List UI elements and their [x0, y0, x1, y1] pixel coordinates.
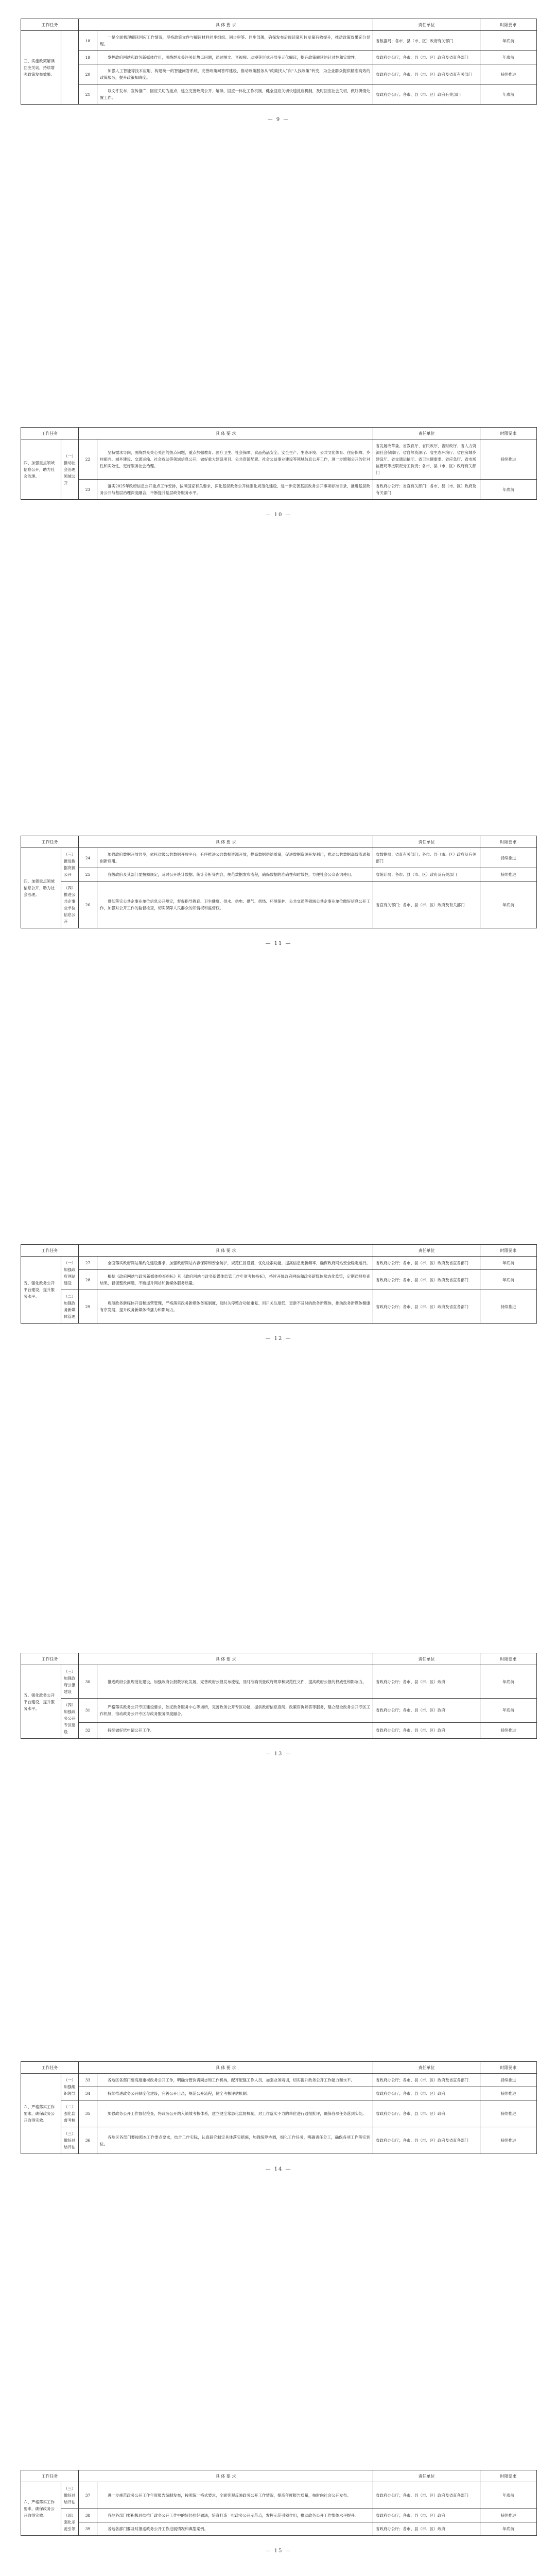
- task-requirement: 一是全面梳理解读回应工作情况，坚持政策文件与解读材料同步组织、同步审签、同步部署，确保发布后阅读量和转发量有效提升，推动政策效果充分显现。: [97, 31, 373, 51]
- task-requirement: 坚持需求导向，围绕群众关心关注的热点问题，重点加强教育、医疗卫生、社会保障、食品药品安全、安全生产、生态环境、公共文化体育、住房保障、乡村振兴、城乡建设、交通运输、社会救助等领域信息公开，做好重大建设项目、公共资源配置、社会公益事业建设等领域信息公开工作，进一步增强公开的针对性和实效性，更好服务社会治理。: [97, 439, 373, 480]
- header-requirement: 具 体 要 求: [79, 2470, 373, 2482]
- responsible-unit: 省政府办公厅；各市、县（市、区）政府: [373, 2087, 480, 2100]
- time-limit: 年底前: [480, 2522, 537, 2536]
- task-number: 36: [79, 2127, 97, 2154]
- header-category: 工作任务: [21, 428, 79, 439]
- header-requirement: 具 体 要 求: [79, 836, 373, 848]
- task-number: 22: [79, 439, 97, 480]
- responsible-unit: 省政府办公厅；各市、县（市、区）政府及省直各部门: [373, 2074, 480, 2087]
- table-row: [21, 480, 537, 500]
- task-subcategory: （一）加强组织领导: [61, 2074, 79, 2100]
- table-row: [21, 848, 537, 868]
- table-row: [21, 1665, 537, 1699]
- header-time: 时限要求: [480, 1653, 537, 1665]
- task-table: [21, 1653, 537, 1739]
- header-category: 工作任务: [21, 2470, 79, 2482]
- time-limit: 年底前: [480, 1270, 537, 1290]
- table-row: [21, 2074, 537, 2087]
- document-page: [0, 0, 557, 409]
- time-limit: 年底前: [480, 882, 537, 928]
- task-number: 30: [79, 1665, 97, 1699]
- page-number: — 10 —: [265, 512, 292, 518]
- task-number: 21: [79, 84, 97, 105]
- task-number: 20: [79, 64, 97, 84]
- responsible-unit: 省政府办公厅；各市、县（市、区）政府及省直有关部门: [373, 64, 480, 84]
- task-requirement: 持续做好依申请公开工作。: [97, 1722, 373, 1738]
- header-time: 时限要求: [480, 836, 537, 848]
- task-requirement: 各地各部门要积极总结推广政务公开工作中的好经验好做法，培育打造一批政务公开示范点，发挥示范引领作用，推动政务公开工作整体水平提升。: [97, 2509, 373, 2522]
- header-category: 工作任务: [21, 836, 79, 848]
- time-limit: 持续推进: [480, 2074, 537, 2087]
- header-requirement: 具 体 要 求: [79, 19, 373, 31]
- task-subcategory: （三）加强政府公报建设: [61, 1665, 79, 1699]
- table-row: [21, 51, 537, 64]
- time-limit: 年底前: [480, 480, 537, 500]
- task-subcategory: （三）做好总结评估: [61, 2482, 79, 2509]
- header-unit: 责任单位: [373, 836, 480, 848]
- responsible-unit: 省直有关部门；各市、县（市、区）政府及有关部门: [373, 882, 480, 928]
- task-table: [21, 427, 537, 500]
- task-requirement: 加强人工智能等技术应用，构建统一的智能问答系统，完善政策问答库建设，推动政策服务从“政策找人”向“人找政策”转变，为企业群众提供精准高效的政策服务，提升政策知晓度。: [97, 64, 373, 84]
- responsible-unit: 省政府办公厅；各市、县（市、区）政府: [373, 2100, 480, 2127]
- time-limit: 持续推进: [480, 1722, 537, 1738]
- header-row: [21, 1245, 537, 1257]
- time-limit: 年底前: [480, 51, 537, 64]
- time-limit: 持续推进: [480, 868, 537, 882]
- task-subcategory: （一）加强政府网站建设: [61, 1257, 79, 1290]
- time-limit: 持续推进: [480, 848, 537, 868]
- header-time: 时限要求: [480, 2062, 537, 2074]
- responsible-unit: 省政府办公厅；各市、县（市、区）政府: [373, 1722, 480, 1738]
- task-number: 27: [79, 1257, 97, 1270]
- task-number: 37: [79, 2482, 97, 2509]
- responsible-unit: 省政府办公厅；各市、县（市、区）政府: [373, 1665, 480, 1699]
- task-requirement: 各地区各部门要高度重视政务公开工作，明确分管负责同志和工作机构，配齐配强工作人员，加强业务培训，切实提升政务公开工作能力和水平。: [97, 2074, 373, 2087]
- header-category: 工作任务: [21, 19, 79, 31]
- task-number: 38: [79, 2509, 97, 2522]
- table-row: [21, 2127, 537, 2154]
- task-number: 25: [79, 868, 97, 882]
- task-requirement: 发挥政府网站和政务新媒体作用，围绕群众关注关切热点问题，通过图文、音视频、动漫等形式开展多元化解读，提升政策解读的针对性和实效性。: [97, 51, 373, 64]
- task-number: 39: [79, 2522, 97, 2536]
- time-limit: 持续推进: [480, 2087, 537, 2100]
- task-number: 19: [79, 51, 97, 64]
- responsible-unit: 省政府办公厅；各市、县（市、区）政府有关部门: [373, 84, 480, 105]
- time-limit: 年底前: [480, 1699, 537, 1723]
- header-requirement: 具 体 要 求: [79, 2062, 373, 2074]
- table-row: [21, 2509, 537, 2522]
- time-limit: 年底前: [480, 31, 537, 51]
- page-number: — 11 —: [265, 941, 292, 946]
- page-number: — 14 —: [265, 2166, 292, 2172]
- task-table: [21, 19, 537, 105]
- header-category: 工作任务: [21, 1245, 79, 1257]
- task-subcategory: （四）推进公共企事业单位信息公开: [61, 882, 79, 928]
- task-table: [21, 2061, 537, 2154]
- task-subcategory: （三）做好总结评估: [61, 2127, 79, 2154]
- task-requirement: 规范政务新媒体开设和运营管理，严格落实政务新媒体备案制度，及时关停整合功能重复、用户关注度低、更新不及时的政务新媒体，推动政务新媒体健康有序发展，提升政务新媒体传播力和影响力。: [97, 1290, 373, 1324]
- task-number: 28: [79, 1270, 97, 1290]
- task-requirement: 持续推进政务公开制度化建设，完善公开目录，规范公开流程，健全考核评估机制。: [97, 2087, 373, 2100]
- task-subcategory: （二）加强政务新媒体管理: [61, 1290, 79, 1324]
- task-requirement: 严格落实政务公开专区建设要求，依托政务服务中心等场所，完善政务公开专区功能，提供政府信息查阅、政策咨询解答等服务，建立健全政务公开专区工作机制，推动政务公开专区与政务服务深度融合。: [97, 1699, 373, 1723]
- page-number: — 13 —: [265, 1751, 292, 1757]
- time-limit: 持续推进: [480, 439, 537, 480]
- time-limit: 持续推进: [480, 64, 537, 84]
- task-category: 三、实施政策解读回应关切，持续增强政策发布效果。: [21, 31, 61, 105]
- header-unit: 责任单位: [373, 428, 480, 439]
- responsible-unit: 省政府办公厅；各市、县（市、区）政府及省直各部门: [373, 2482, 480, 2509]
- table-row: [21, 1270, 537, 1290]
- header-category: 工作任务: [21, 1653, 79, 1665]
- header-requirement: 具 体 要 求: [79, 428, 373, 439]
- header-row: [21, 2470, 537, 2482]
- responsible-unit: 省数据局；省直有关部门；各市、县（市、区）政府及有关部门: [373, 848, 480, 868]
- task-table: [21, 836, 537, 928]
- task-number: 23: [79, 480, 97, 500]
- table-row: [21, 1290, 537, 1324]
- header-unit: 责任单位: [373, 2062, 480, 2074]
- header-time: 时限要求: [480, 19, 537, 31]
- responsible-unit: 省政府办公厅；各市、县（市、区）政府: [373, 1699, 480, 1723]
- task-number: 29: [79, 1290, 97, 1324]
- task-subcategory: [61, 31, 79, 105]
- task-number: 33: [79, 2074, 97, 2087]
- task-requirement: 加强政府数据开放共享，依托省级公共数据开放平台，有序推进公共数据资源开放，提高数据供给质量，促进数据资源开发利用，推动公共数据高效流通和创新应用。: [97, 848, 373, 868]
- task-number: 24: [79, 848, 97, 868]
- task-number: 26: [79, 882, 97, 928]
- task-subcategory: （二）强化监督考核: [61, 2100, 79, 2127]
- responsible-unit: 省政府办公厅；各市、县（市、区）政府及省直各部门: [373, 1270, 480, 1290]
- header-time: 时限要求: [480, 2470, 537, 2482]
- task-number: 18: [79, 31, 97, 51]
- task-category: 六、严格落实工作要求，确保政务公开取得实效。: [21, 2074, 61, 2154]
- table-row: [21, 2482, 537, 2509]
- task-requirement: 落实2025年政府信息公开重点工作安排，按照国家有关要求，深化基层政务公开标准化规范化建设，进一步完善基层政务公开事项标准目录，推进基层政务公开与基层治理深度融合，不断提升基层政务服务水平。: [97, 480, 373, 500]
- task-requirement: 进一步规范政务公开工作年度报告编制发布，按照统一格式要求，全面客观反映政务公开工作情况，提高年度报告质量，按时向社会公开发布。: [97, 2482, 373, 2509]
- table-row: [21, 1257, 537, 1270]
- time-limit: 持续推进: [480, 2100, 537, 2127]
- table-row: [21, 439, 537, 480]
- header-unit: 责任单位: [373, 1653, 480, 1665]
- time-limit: 持续推进: [480, 1290, 537, 1324]
- task-number: 32: [79, 1722, 97, 1738]
- task-requirement: 各地各部门要及时报送政务公开工作进展情况和典型案例。: [97, 2522, 373, 2536]
- header-row: [21, 836, 537, 848]
- task-requirement: 各地区各部门要按照本工作要点要求，结合工作实际，认真研究制定具体落实措施，加强统筹协调，细化工作任务，明确责任分工，确保各项工作落实到位。: [97, 2127, 373, 2154]
- table-row: [21, 31, 537, 51]
- task-requirement: 加强政务公开工作督促检查，将政务公开纳入绩效考核体系，建立健全常态化监督机制，对工作落实不力的单位进行通报批评，确保各项任务落到实处。: [97, 2100, 373, 2127]
- page-number: — 15 —: [265, 2548, 292, 2554]
- time-limit: 持续推进: [480, 2509, 537, 2522]
- table-row: [21, 64, 537, 84]
- task-category: 五、强化政务公开平台建设，提升服务水平。: [21, 1257, 61, 1324]
- task-table: [21, 2470, 537, 2536]
- header-time: 时限要求: [480, 428, 537, 439]
- table-row: [21, 2087, 537, 2100]
- time-limit: 年底前: [480, 1257, 537, 1270]
- header-row: [21, 2062, 537, 2074]
- header-row: [21, 1653, 537, 1665]
- table-row: [21, 2522, 537, 2536]
- task-category: 六、严格落实工作要求，确保政务公开取得实效。: [21, 2482, 61, 2536]
- document-page: [0, 817, 557, 1226]
- task-requirement: 推进政府公报规范化建设，加强政府公报数字化发展，完善政府公报发布流程，及时准确刊登政府规章和规范性文件，提高政府公报的权威性和影响力。: [97, 1665, 373, 1699]
- responsible-unit: 省数据局；各市、县（市、区）政府有关部门: [373, 31, 480, 51]
- task-requirement: 各级政府及其部门要按照规定，及时公开统计数据、统计分析等内容，规范数据发布流程，确保数据的准确性和时效性，方便社会公众查询使用。: [97, 868, 373, 882]
- header-requirement: 具 体 要 求: [79, 1245, 373, 1257]
- task-category: 四、加强重点领域信息公开，助力社会治理。: [21, 848, 61, 928]
- time-limit: 年底前: [480, 1665, 537, 1699]
- header-unit: 责任单位: [373, 1245, 480, 1257]
- document-page: [0, 409, 557, 817]
- task-requirement: 贯彻落实公共企事业单位信息公开规定，督促指导教育、卫生健康、供水、供电、供气、供热、环境保护、公共交通等领域公共企事业单位做好信息公开工作，加强对公开工作的监督检查，切实保障人民群众的知情权和监督权。: [97, 882, 373, 928]
- task-category: 五、强化政务公开平台建设，提升服务水平。: [21, 1665, 61, 1739]
- task-number: 35: [79, 2100, 97, 2127]
- responsible-unit: 省发展改革委、省教育厅、省民政厅、省财政厅、省人力资源社会保障厅、省自然资源厅、省生态环境厅、省住房城乡建设厅、省交通运输厅、省卫生健康委、省应急厅、省市场监管局等按职责分工负责；各市、县（市、区）政府有关部门: [373, 439, 480, 480]
- task-subcategory: （三）推进数据资源公开: [61, 848, 79, 882]
- header-unit: 责任单位: [373, 19, 480, 31]
- responsible-unit: 省政府办公厅；各市、县（市、区）政府及省直各部门: [373, 2127, 480, 2154]
- responsible-unit: 省政府办公厅；各市、县（市、区）政府: [373, 2509, 480, 2522]
- header-time: 时限要求: [480, 1245, 537, 1257]
- header-unit: 责任单位: [373, 2470, 480, 2482]
- document-page: [0, 2043, 557, 2451]
- table-row: [21, 882, 537, 928]
- task-subcategory: （四）加强政务公开专区建设: [61, 1699, 79, 1739]
- task-number: 34: [79, 2087, 97, 2100]
- table-row: [21, 868, 537, 882]
- document-page: [0, 2451, 557, 2576]
- header-requirement: 具 体 要 求: [79, 1653, 373, 1665]
- responsible-unit: 省政府办公厅；省直有关部门；各市、县（市、区）政府及有关部门: [373, 480, 480, 500]
- header-row: [21, 19, 537, 31]
- page-number: — 12 —: [265, 1336, 292, 1342]
- task-subcategory: （一）推动社会治理领域公开: [61, 439, 79, 500]
- task-requirement: 根据《政府网站与政务新媒体检查指标》和《政府网站与政务新媒体监管工作年度考核指标》，持续开展政府网站和政务新媒体常态化监管，定期通报检查结果，督促整改问题，不断提升网站和新媒体服务质量。: [97, 1270, 373, 1290]
- document-page: [0, 1634, 557, 2043]
- document-page: [0, 1226, 557, 1634]
- task-requirement: 全面落实政府网站集约化建设要求，加强政府网站内容保障和安全防护，规范栏目设置，优化检索功能，提高信息更新频率，确保政府网站安全稳定运行。: [97, 1257, 373, 1270]
- responsible-unit: 省政府办公厅；各市、县（市、区）政府: [373, 2522, 480, 2536]
- responsible-unit: 省政府办公厅；各市、县（市、区）政府及省直各部门: [373, 51, 480, 64]
- header-row: [21, 428, 537, 439]
- task-category: 四、加强重点领域信息公开，助力社会治理。: [21, 439, 61, 500]
- page-number: — 9 —: [267, 117, 290, 123]
- table-row: [21, 84, 537, 105]
- table-row: [21, 1722, 537, 1738]
- responsible-unit: 省政府办公厅；各市、县（市、区）政府及省直各部门: [373, 1290, 480, 1324]
- task-requirement: 以文件发布、宣传推广、回应关切为重点，建立完善政策公开、解读、回应一体化工作机制，健全回应关切快速反应机制，及时回应社会关切，做好舆情处置工作。: [97, 84, 373, 105]
- header-category: 工作任务: [21, 2062, 79, 2074]
- time-limit: 年底前: [480, 2482, 537, 2509]
- time-limit: 年底前: [480, 84, 537, 105]
- task-number: 31: [79, 1699, 97, 1723]
- table-row: [21, 1699, 537, 1723]
- task-table: [21, 1244, 537, 1324]
- time-limit: 持续推进: [480, 2127, 537, 2154]
- task-subcategory: （四）强化示范引领: [61, 2509, 79, 2536]
- table-row: [21, 2100, 537, 2127]
- responsible-unit: 省统计局；各市、县（市、区）政府及有关部门: [373, 868, 480, 882]
- responsible-unit: 省政府办公厅；各市、县（市、区）政府及省直各部门: [373, 1257, 480, 1270]
